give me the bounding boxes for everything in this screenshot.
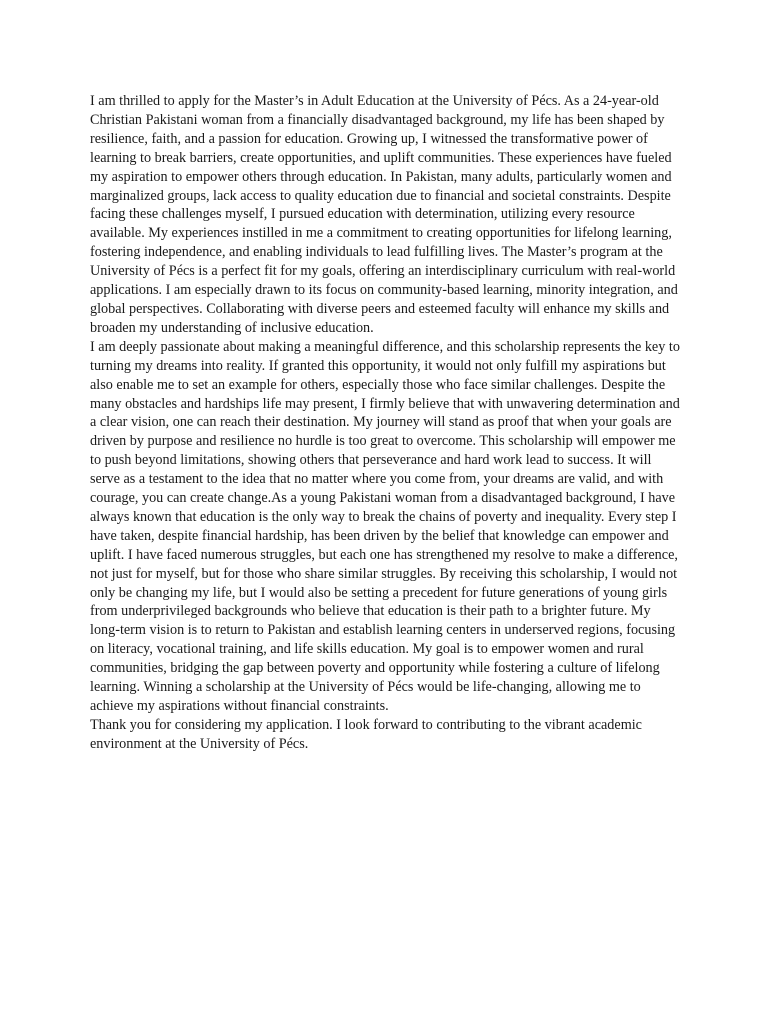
paragraph-closing: Thank you for considering my application. I look forward to contributing to the vibrant academic environment at the University of Pécs. [90, 716, 642, 752]
document-body [90, 92, 680, 754]
paragraph-scholarship-motivation: I am deeply passionate about making a meaningful difference, and this scholarship represents the key to turning my dreams into reality. If granted this opportunity, it would not only fulfill my aspirations but also enable me to set an example for others, especially those who face similar challenges. Despite the many obstacles and hardships life may present, I firmly believe that with unwavering determination and a clear vision, one can reach their destination. My journey will stand as proof that when your goals are driven by purpose and resilience no hurdle is too great to overcome. This scholarship will empower me to push beyond limitations, showing others that perseverance and hard work lead to success. It will serve as a testament to the idea that no matter where you come from, your dreams are valid, and with courage, you can create change.As a young Pakistani woman from a disadvantaged background, I have always known that education is the only way to break the chains of poverty and inequality. Every step I have taken, despite financial hardship, has been driven by the belief that knowledge can empower and uplift. I have faced numerous struggles, but each one has strengthened my resolve to make a difference, not just for myself, but for those who share similar struggles. By receiving this scholarship, I would not only be changing my life, but I would also be setting a precedent for future generations of young girls from underprivileged backgrounds who believe that education is their path to a brighter future. My long-term vision is to return to Pakistan and establish learning centers in underserved regions, focusing on literacy, vocational training, and life skills education. My goal is to empower women and rural communities, bridging the gap between poverty and opportunity while fostering a culture of lifelong learning. Winning a scholarship at the University of Pécs would be life-changing, allowing me to achieve my aspirations without financial constraints. [90, 338, 680, 714]
paragraph-introduction: I am thrilled to apply for the Master’s in Adult Education at the University of Pécs. As a 24-year-old Christian Pakistani woman from a financially disadvantaged background, my life has been shaped by resilience, faith, and a passion for education. Growing up, I witnessed the transformative power of learning to break barriers, create opportunities, and uplift communities. These experiences have fueled my aspiration to empower others through education. In Pakistan, many adults, particularly women and marginalized groups, lack access to quality education due to financial and societal constraints. Despite facing these challenges myself, I pursued education with determination, utilizing every resource available. My experiences instilled in me a commitment to creating opportunities for lifelong learning, fostering independence, and enabling individuals to lead fulfilling lives. The Master’s program at the University of Pécs is a perfect fit for my goals, offering an interdisciplinary curriculum with real-world applications. I am especially drawn to its focus on community-based learning, minority integration, and global perspectives. Collaborating with diverse peers and esteemed faculty will enhance my skills and broaden my understanding of inclusive education. [90, 93, 678, 336]
